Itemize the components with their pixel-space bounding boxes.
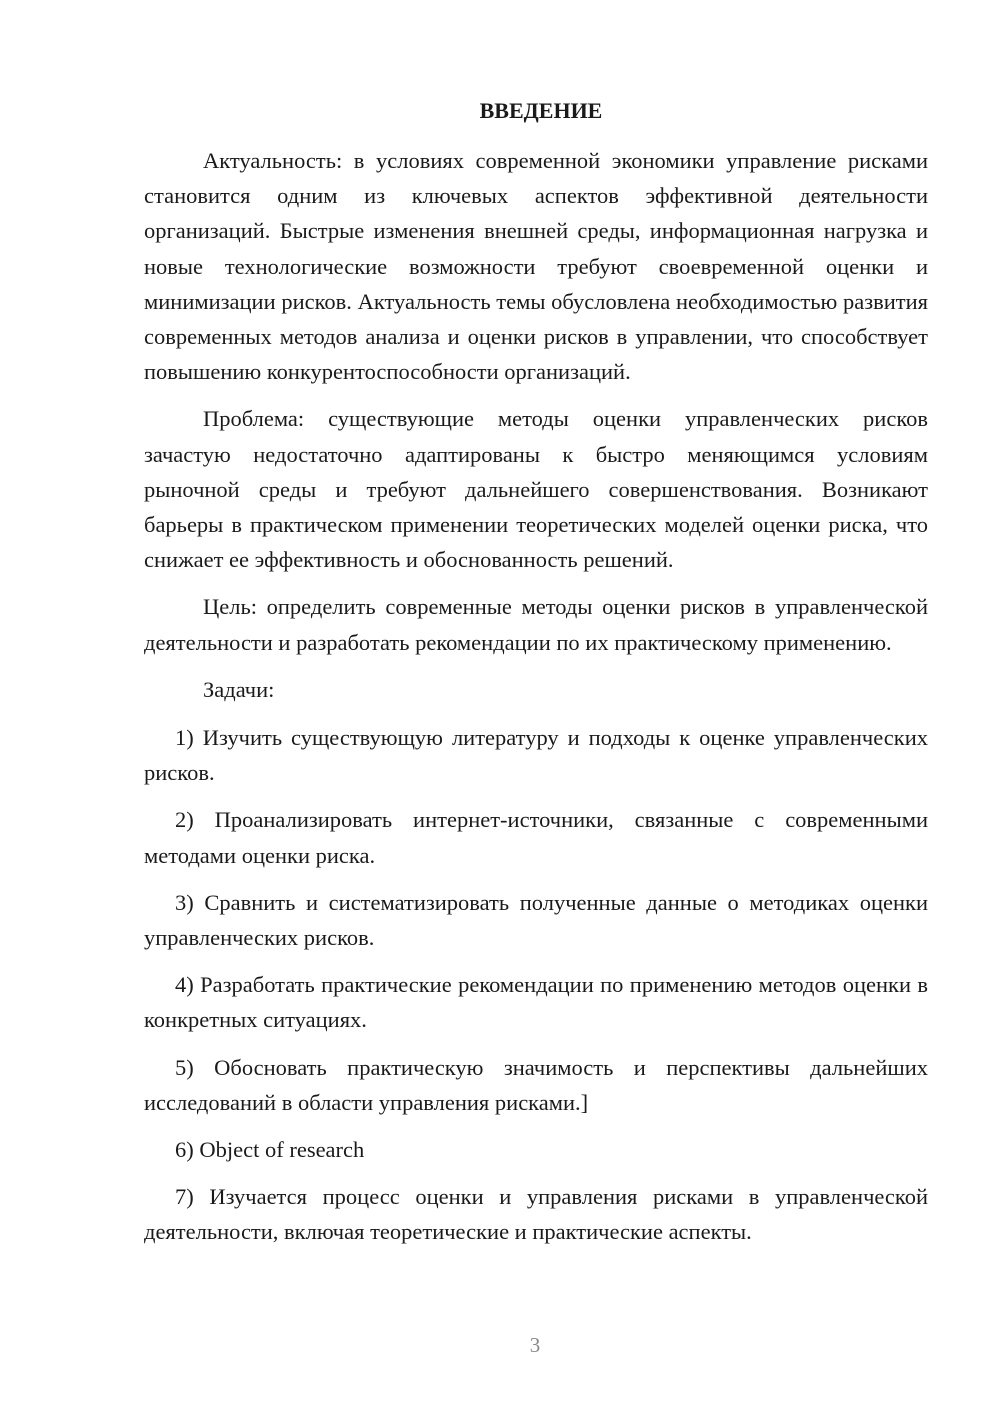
task-item: 1) Изучить существующую литературу и подходы к оценке управленческих рисков. (144, 725, 928, 786)
task-item: 4) Разработать практические рекомендации по применению методов оценки в конкретных ситуациях. (144, 972, 928, 1033)
tasks-heading: Задачи: (203, 676, 275, 702)
relevance-paragraph: Актуальность: в условиях современной экономики управление рисками становится одним из ключевых аспектов эффективной деятельности организаций. Быстрые изменения внешней среды, информационная нагрузка и новые технологические возможности требуют своевременной оценки и минимизации рисков. Актуальность темы обусловлена необходимостью развития современных методов анализа и оценки рисков в управлении, что способствует повышению конкурентоспособности организаций. (144, 148, 928, 385)
problem-paragraph: Проблема: существующие методы оценки управленческих рисков зачастую недостаточно адаптированы к быстро меняющимся условиям рыночной среды и требуют дальнейшего совершенствования. Возникают барьеры в практическом применении теоретических моделей оценки риска, что снижает ее эффективность и обоснованность решений. (144, 406, 928, 573)
goal-paragraph: Цель: определить современные методы оценки рисков в управленческой деятельности и разработать рекомендации по их практическому применению. (144, 594, 928, 655)
tasks-list (144, 720, 928, 1250)
page-number: 3 (529, 1333, 541, 1357)
document-body (144, 96, 928, 1262)
task-item: 6) Object of research (175, 1137, 365, 1163)
task-item: 5) Обосновать практическую значимость и перспективы дальнейших исследований в области управления рисками.] (144, 1054, 928, 1115)
section-title: ВВЕДЕНИЕ (479, 98, 603, 123)
task-item: 2) Проанализировать интернет-источники, связанные с современными методами оценки риска. (144, 807, 928, 868)
task-item: 7) Изучается процесс оценки и управления рисками в управленческой деятельности, включая теоретические и практические аспекты. (144, 1184, 928, 1245)
task-item: 3) Сравнить и систематизировать полученные данные о методиках оценки управленческих рисков. (144, 889, 928, 951)
